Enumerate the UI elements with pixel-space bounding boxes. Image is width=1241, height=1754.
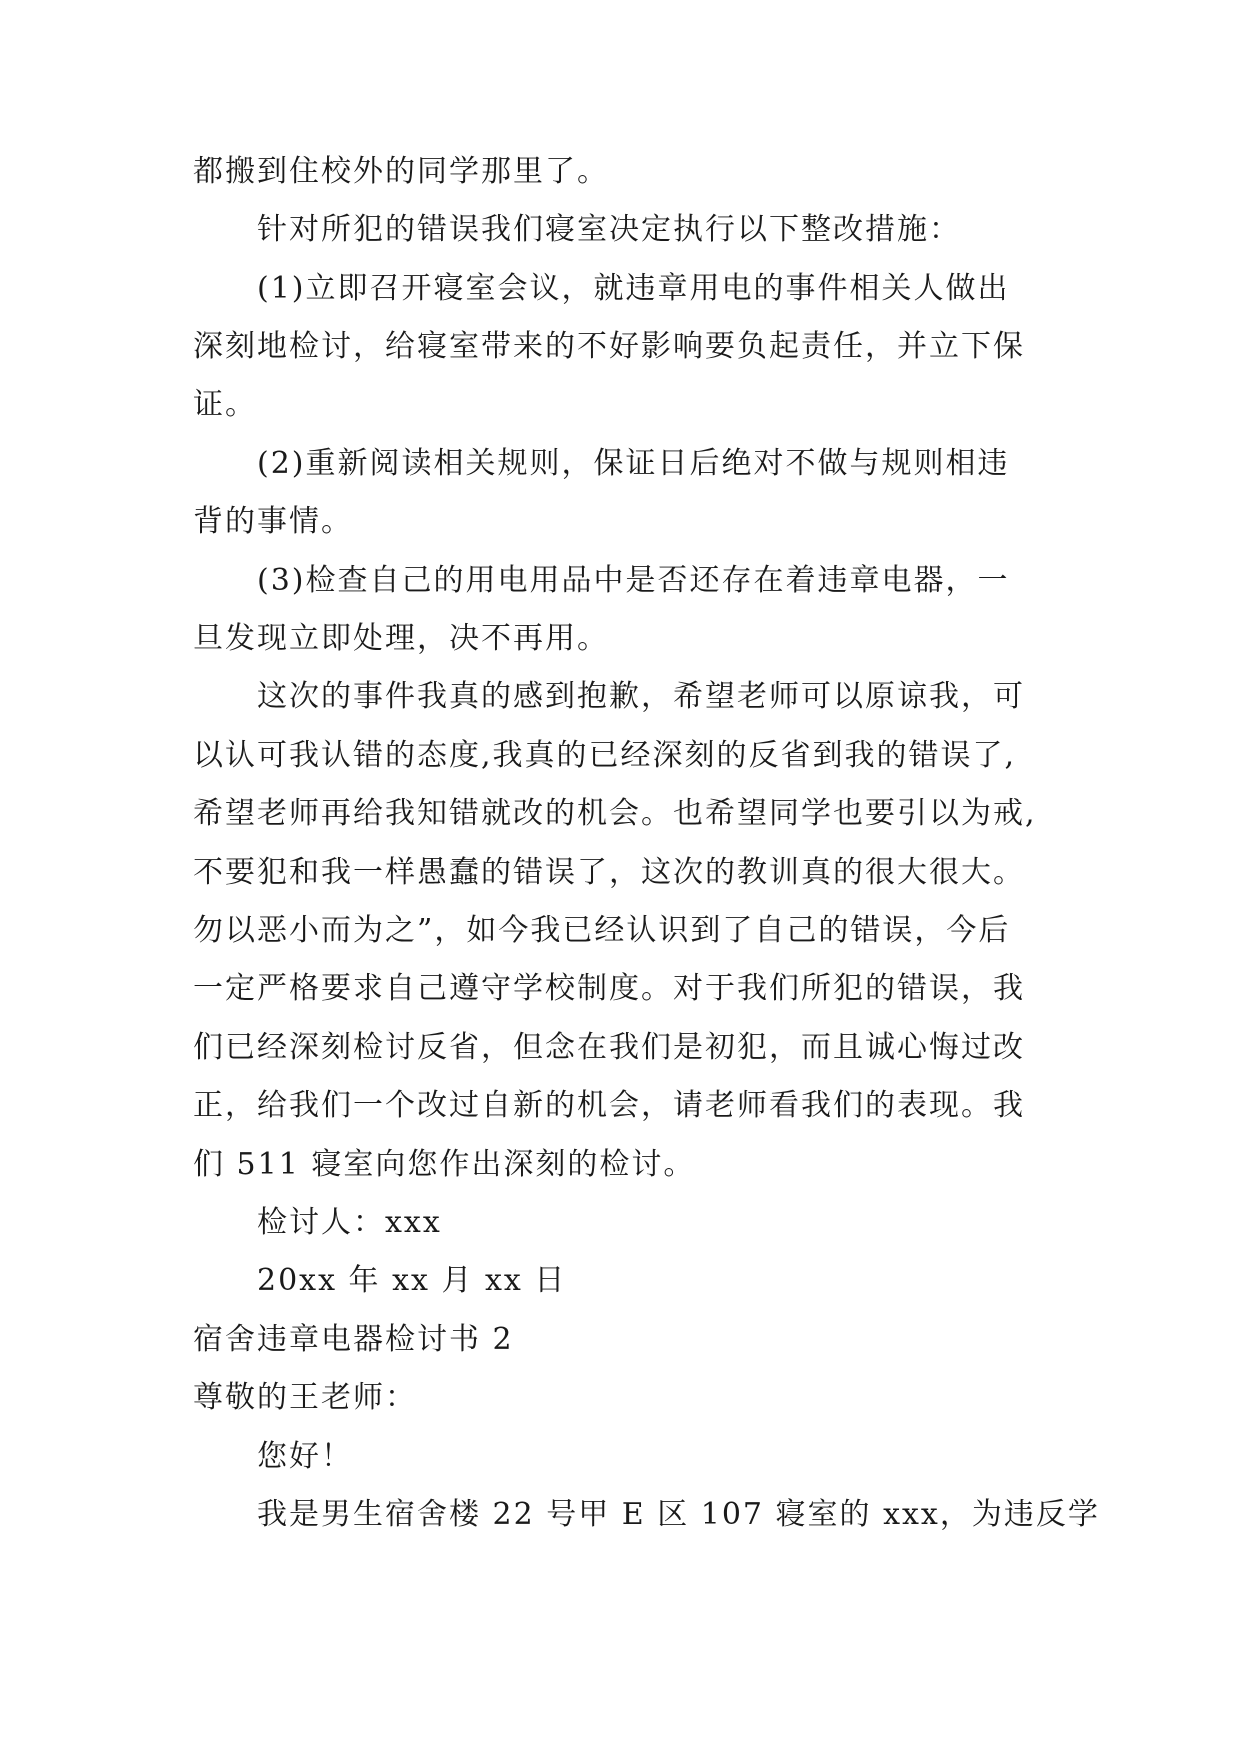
- paragraph-line: 针对所犯的错误我们寝室决定执行以下整改措施：: [257, 212, 961, 247]
- paragraph-line: 正，给我们一个改过自新的机会，请老师看我们的表现。我: [193, 1088, 1025, 1123]
- paragraph-line: 不要犯和我一样愚蠢的错误了，这次的教训真的很大很大。: [193, 855, 1025, 890]
- greeting: 您好！: [257, 1439, 353, 1474]
- paragraph-line: (3)检查自己的用电用品中是否还存在着违章电器，一: [257, 563, 1010, 598]
- paragraph-line: 旦发现立即处理，决不再用。: [193, 621, 609, 656]
- section-title: 宿舍违章电器检讨书 2: [193, 1322, 514, 1357]
- paragraph-line: 我是男生宿舍楼 22 号甲 E 区 107 寝室的 xxx，为违反学: [257, 1497, 1100, 1532]
- paragraph-line: 们已经深刻检讨反省，但念在我们是初犯，而且诚心悔过改: [193, 1030, 1025, 1065]
- paragraph-line: 背的事情。: [193, 504, 353, 539]
- paragraph-line: (2)重新阅读相关规则，保证日后绝对不做与规则相违: [257, 446, 1010, 481]
- paragraph-line: 这次的事件我真的感到抱歉，希望老师可以原谅我，可: [257, 679, 1025, 714]
- signature-line: 检讨人：xxx: [257, 1205, 442, 1240]
- paragraph-line: 勿以恶小而为之”，如今我已经认识到了自己的错误，今后: [193, 913, 1011, 948]
- salutation: 尊敬的王老师：: [193, 1380, 417, 1415]
- paragraph-line: 都搬到住校外的同学那里了。: [193, 154, 609, 189]
- paragraph-line: 希望老师再给我知错就改的机会。也希望同学也要引以为戒,: [193, 796, 1037, 831]
- paragraph-line: 们 511 寝室向您作出深刻的检讨。: [193, 1147, 696, 1182]
- paragraph-line: (1)立即召开寝室会议，就违章用电的事件相关人做出: [257, 271, 1010, 306]
- paragraph-line: 深刻地检讨，给寝室带来的不好影响要负起责任，并立下保: [193, 329, 1025, 364]
- paragraph-line: 证。: [193, 387, 257, 422]
- paragraph-line: 以认可我认错的态度,我真的已经深刻的反省到我的错误了,: [193, 738, 1017, 773]
- paragraph-line: 一定严格要求自己遵守学校制度。对于我们所犯的错误，我: [193, 971, 1025, 1006]
- date-line: 20xx 年 xx 月 xx 日: [257, 1263, 567, 1298]
